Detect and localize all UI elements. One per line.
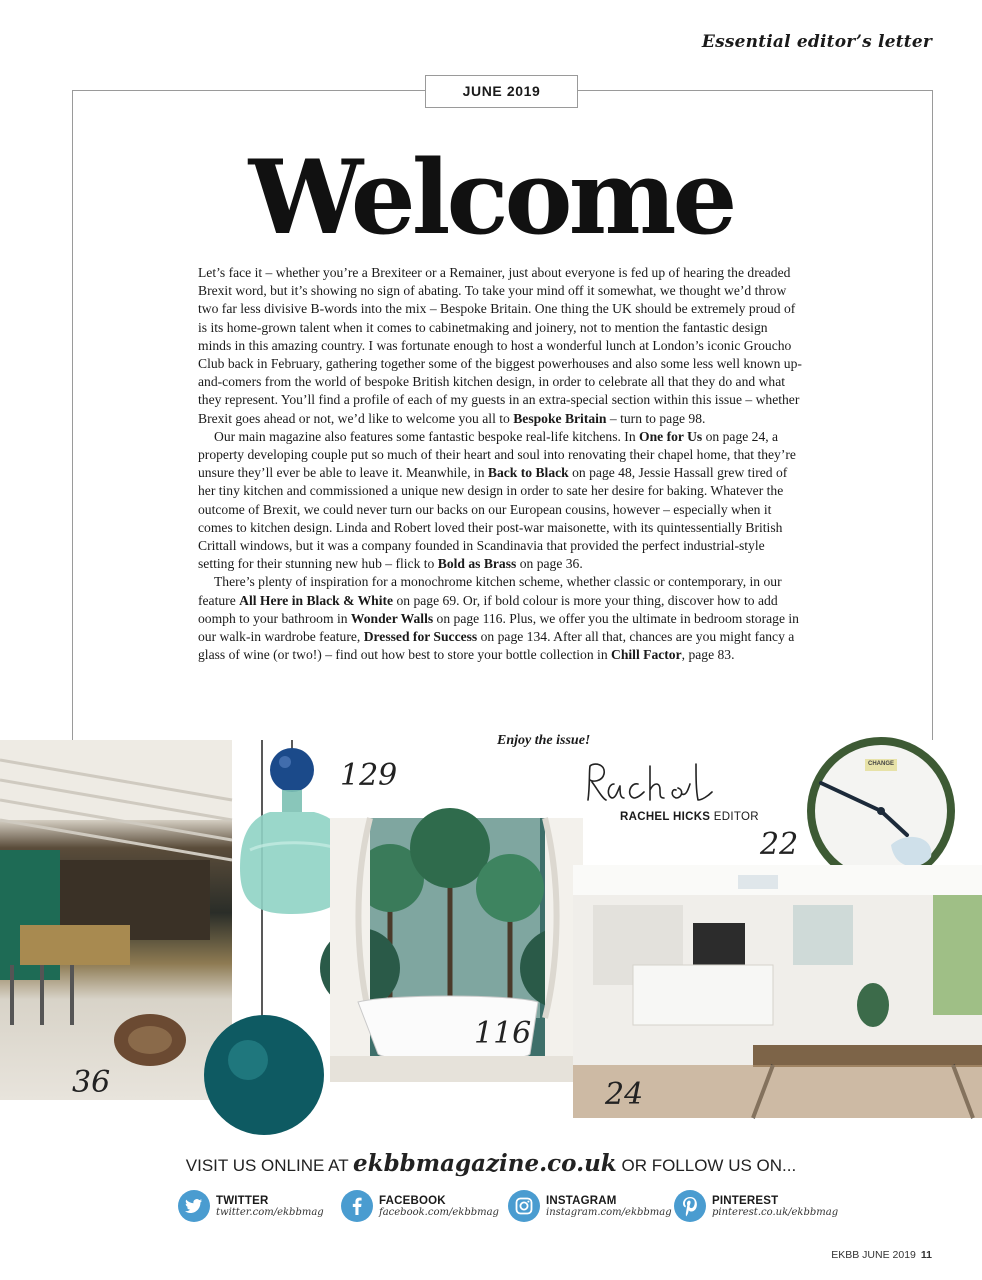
instagram-icon xyxy=(508,1190,540,1222)
feature-link-dressed-for-success: Dressed for Success xyxy=(363,629,478,645)
social-facebook[interactable] xyxy=(341,1190,499,1222)
page-number: 11 xyxy=(920,1249,932,1261)
visit-online-line: VISIT US ONLINE AT ekbbmagazine.co.uk OR FOLLOW US ON... xyxy=(185,1150,797,1177)
twitter-icon xyxy=(178,1190,210,1222)
page-ref-22: 22 xyxy=(760,827,799,862)
feature-link-one-for-us: One for Us xyxy=(639,428,703,444)
social-handle: twitter.com/ekbbmag xyxy=(216,1206,324,1218)
page-ref-36: 36 xyxy=(72,1065,111,1100)
pinterest-icon xyxy=(674,1190,706,1222)
issue-date: JUNE 2019 xyxy=(425,75,578,108)
feature-link-black-white: All Here in Black & White xyxy=(239,592,394,608)
page-ref-116: 116 xyxy=(474,1016,532,1051)
feature-link-bold-as-brass: Bold as Brass xyxy=(437,556,517,572)
social-instagram[interactable] xyxy=(508,1190,672,1222)
clock-label: CHANGE xyxy=(868,761,895,767)
website-link[interactable]: ekbbmagazine.co.uk xyxy=(353,1150,617,1177)
feature-link-chill-factor: Chill Factor xyxy=(611,647,682,663)
page-ref-24: 24 xyxy=(605,1077,644,1112)
page-title: Welcome xyxy=(248,138,734,258)
social-label: TWITTER xyxy=(216,1194,269,1207)
social-pinterest[interactable] xyxy=(674,1190,838,1222)
editor-letter-body xyxy=(198,264,804,664)
social-label: FACEBOOK xyxy=(379,1194,446,1207)
page-ref-129: 129 xyxy=(340,758,398,793)
kitchen-white-photo xyxy=(573,865,982,1118)
social-label: INSTAGRAM xyxy=(546,1194,617,1207)
social-handle: facebook.com/ekbbmag xyxy=(379,1206,499,1218)
feature-link-bespoke-britain: Bespoke Britain xyxy=(513,410,607,426)
social-label: PINTEREST xyxy=(712,1194,779,1207)
paragraph-2: Our main magazine also features some fantastic bespoke real-life kitchens. In One for Us on page 24, a property developing couple put so much of their heart and soul into renovating their chapel home, that they’re unsure they’ll ever be able to leave it. Meanwhile, in Back to Black on page 48, Jessie Hassall grew tired of her tiny kitchen and commissioned a unique new design in order to sate her desire for baking. Whatever the outcome of Brexit, we could never turn our backs on our European cousins, however – especially when it comes to kitchen design. Linda and Robert loved their post-war maisonette, with its quintessentially British Crittall windows, but it was a company founded in Scandinavia that provided the perfect industrial-style setting for their stunning new hub – flick to Bold as Brass on page 36. xyxy=(198,428,796,572)
feature-link-back-to-black: Back to Black xyxy=(487,465,569,481)
kitchen-green-photo xyxy=(0,740,232,1100)
paragraph-3: There’s plenty of inspiration for a monochrome kitchen scheme, whether classic or contemporary, in our feature All Here in Black & White on page 69. Or, if bold colour is more your thing, discover how to add oomph to your bathroom in Wonder Walls on page 116. Plus, we offer you the ultimate in bedroom storage in our walk-in wardrobe feature, Dressed for Success on page 134. After all that, chances are you might fancy a glass of wine (or two!) – find out how best to store your bottle collection in Chill Factor, page 83. xyxy=(198,574,799,663)
editor-signature xyxy=(580,760,720,808)
social-handle: instagram.com/ekbbmag xyxy=(546,1206,672,1218)
bathroom-wallpaper-photo xyxy=(330,818,583,1082)
social-handle: pinterest.co.uk/ekbbmag xyxy=(712,1206,839,1218)
feature-link-wonder-walls: Wonder Walls xyxy=(350,610,434,626)
page-folio: EKBB JUNE 2019 11 xyxy=(831,1249,932,1261)
signoff-text: Enjoy the issue! xyxy=(497,733,591,748)
paragraph-1: Let’s face it – whether you’re a Brexiteer or a Remainer, just about everyone is fed up of hearing the dreaded Brexit word, but it’s showing no sign of abating. To take your mind off it somewhat, we thought we’d throw two far less divisive B-words into the mix – Bespoke Britain. One thing the UK should be extremely proud of is its home-grown talent when it comes to cabinetmaking and joinery, not to mention the fantastic design minds in this amazing country. I was fortunate enough to host a wonderful lunch at London’s iconic Groucho Club back in February, gathering together some of the biggest powerhouses and also some less well known up-and-comers from the world of bespoke British kitchen design, in order to celebrate all that they do and what they represent. You’ll find a profile of each of my guests in an extra-special section within this issue – whether Brexit goes ahead or not, we’d like to welcome you all to Bespoke Britain – turn to page 98. xyxy=(198,265,802,426)
facebook-icon xyxy=(341,1190,373,1222)
social-twitter[interactable] xyxy=(178,1190,324,1222)
editor-credit: RACHEL HICKS EDITOR xyxy=(620,811,759,823)
section-label: Essential editor’s letter xyxy=(701,32,932,52)
